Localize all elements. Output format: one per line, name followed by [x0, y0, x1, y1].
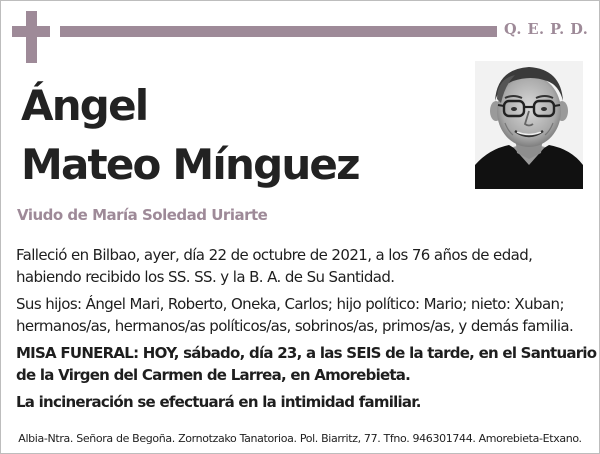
death-line-1: Falleció en Bilbao, ayer, día 22 de octubre de 2021, a los 76 años de edad, — [16, 246, 533, 264]
widow-of-line: Viudo de María Soledad Uriarte — [17, 206, 268, 224]
header-rule — [60, 26, 497, 37]
death-announcement — [16, 244, 591, 288]
first-name: Ángel — [21, 81, 148, 130]
death-line-2: habiendo recibido los SS. SS. y la B. A. de Su Santidad. — [16, 268, 395, 286]
portrait-photo — [475, 61, 583, 189]
qepd-label: Q. E. P. D. — [504, 21, 589, 38]
funeral-mass — [16, 342, 597, 386]
funeral-line-1: MISA FUNERAL: HOY, sábado, día 23, a las SEIS de la tarde, en el Santuario — [16, 344, 597, 362]
portrait-image — [475, 61, 583, 189]
surnames: Mateo Mínguez — [21, 140, 359, 189]
cremation-note: La incineración se efectuará en la intimidad familiar. — [16, 393, 421, 411]
funeral-home-footer: Albia-Ntra. Señora de Begoña. Zornotzako Tanatorioa. Pol. Biarritz, 77. Tfno. 946301744. Amorebieta-Etxano. — [18, 432, 582, 445]
funeral-line-2: de la Virgen del Carmen de Larrea, en Amorebieta. — [16, 366, 411, 384]
cross-icon — [12, 11, 50, 63]
family-line-2: hermanos/as, hermanos/as políticos/as, sobrinos/as, primos/as, y demás familia. — [16, 317, 574, 335]
family-list — [16, 293, 591, 337]
family-line-1: Sus hijos: Ángel Mari, Roberto, Oneka, Carlos; hijo político: Mario; nieto: Xuban; — [16, 295, 564, 313]
